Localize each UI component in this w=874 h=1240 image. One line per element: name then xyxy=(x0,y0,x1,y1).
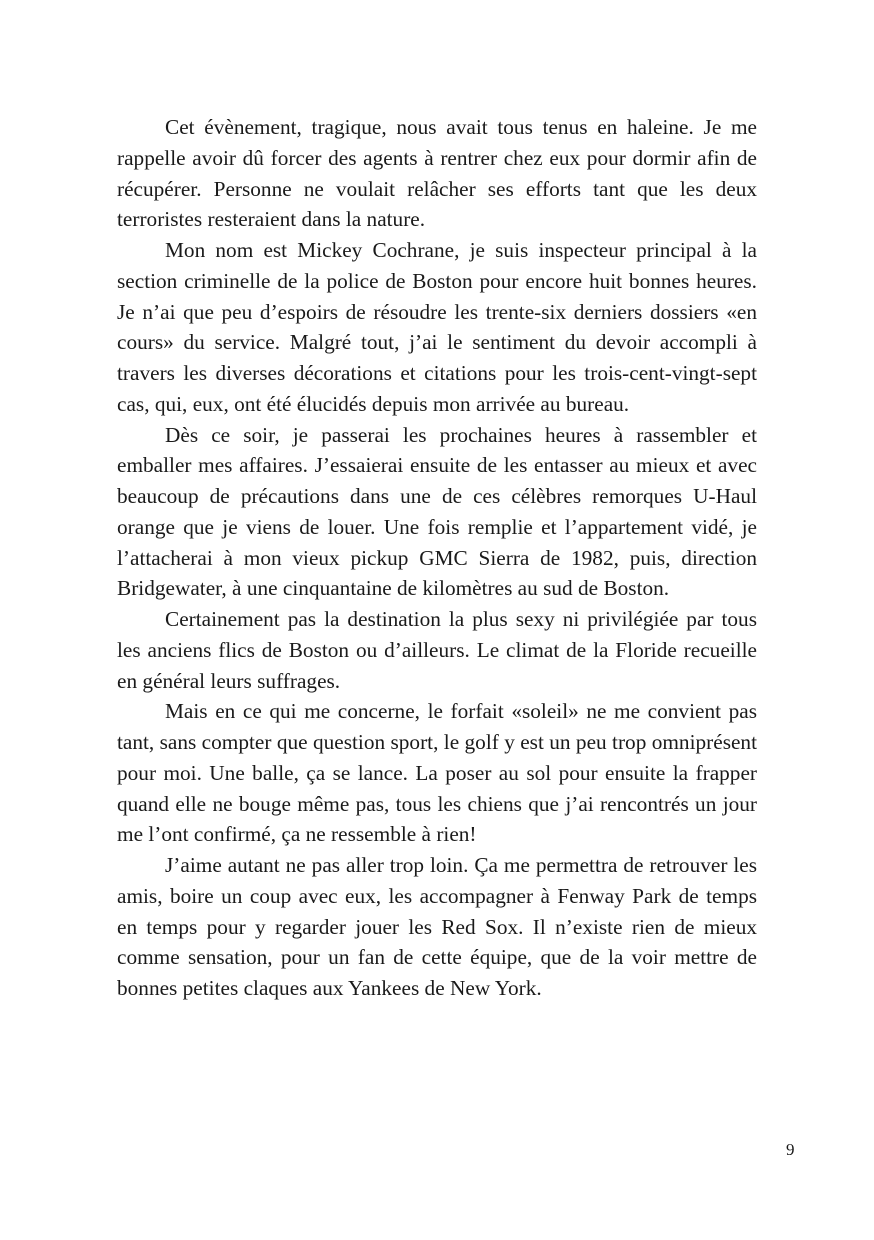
paragraph: Mon nom est Mickey Cochrane, je suis inspecteur principal à la section criminelle de la police de Boston pour encore huit bonnes heures. Je n’ai que peu d’espoirs de résoudre les trente-six derniers dossiers «en cours» du service. Malgré tout, j’ai le sentiment du devoir accompli à travers les diverses décorations et citations pour les trois-cent-vingt-sept cas, qui, eux, ont été élucidés depuis mon arrivée au bureau. xyxy=(117,238,757,416)
paragraph: J’aime autant ne pas aller trop loin. Ça me permettra de retrouver les amis, boire un coup avec eux, les accompagner à Fenway Park de temps en temps pour y regarder jouer les Red Sox. Il n’existe rien de mieux comme sensation, pour un fan de cette équipe, que de la voir mettre de bonnes petites claques aux Yankees de New York. xyxy=(117,853,757,1000)
paragraph: Mais en ce qui me concerne, le forfait «soleil» ne me convient pas tant, sans compter que question sport, le golf y est un peu trop omniprésent pour moi. Une balle, ça se lance. La poser au sol pour ensuite la frapper quand elle ne bouge même pas, tous les chiens que j’ai rencontrés un jour me l’ont confirmé, ça ne ressemble à rien! xyxy=(117,699,757,847)
paragraph: Dès ce soir, je passerai les prochaines heures à rassembler et emballer mes affaires. J’essaierai ensuite de les entasser au mieux et avec beaucoup de précautions dans une de ces célèbres remorques U-Haul orange que je viens de louer. Une fois remplie et l’appartement vidé, je l’attacherai à mon vieux pickup GMC Sierra de 1982, puis, direction Bridgewater, à une cinquantaine de kilomètres au sud de Boston. xyxy=(117,422,757,601)
body-text xyxy=(117,112,757,1004)
paragraph: Cet évènement, tragique, nous avait tous tenus en haleine. Je me rappelle avoir dû forcer des agents à rentrer chez eux pour dormir afin de récupérer. Personne ne voulait relâcher ses efforts tant que les deux terroristes resteraient dans la nature. xyxy=(117,115,757,232)
page-number: 9 xyxy=(786,1140,795,1159)
paragraph: Certainement pas la destination la plus sexy ni privilégiée par tous les anciens flics de Boston ou d’ailleurs. Le climat de la Floride recueille en général leurs suffrages. xyxy=(117,607,757,693)
